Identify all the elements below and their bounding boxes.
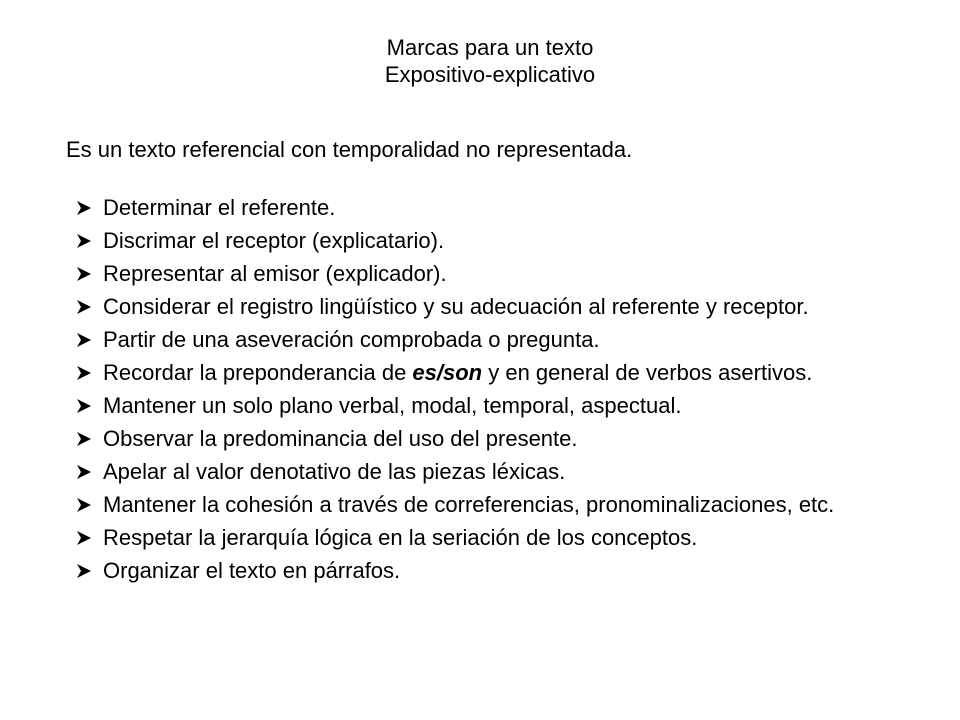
intro-text: Es un texto referencial con temporalidad no representada. [66,137,633,162]
arrowhead-bullet-icon [76,233,92,249]
emphasis-es-son: es/son [412,360,483,385]
bullet-text: Discrimar el receptor (explicatario). [103,228,445,253]
list-item-observar [66,426,866,451]
list-item-discrimar [66,228,866,253]
list-item-apelar [66,459,866,484]
arrowhead-bullet-icon [76,431,92,447]
title-line-1: Marcas para un texto [386,35,594,60]
bullet-text: Apelar al valor denotativo de las piezas léxicas. [103,459,566,484]
list-item-representar [66,261,866,286]
arrowhead-bullet-icon [76,497,92,513]
bullet-text: Organizar el texto en párrafos. [103,558,401,583]
arrowhead-bullet-icon [76,299,92,315]
bullet-text: Mantener la cohesión a través de correferencias, pronominalizaciones, etc. [103,492,835,517]
bullet-text: Mantener un solo plano verbal, modal, temporal, aspectual. [103,393,682,418]
list-item-considerar [66,294,866,319]
title-line-2: Expositivo-explicativo [384,62,596,87]
bullet-list [66,195,866,594]
bullet-text: Respetar la jerarquía lógica en la seriación de los conceptos. [103,525,698,550]
list-item-mantener-cohesion [66,492,866,517]
list-item-organizar [66,558,866,583]
bullet-text: Partir de una aseveración comprobada o pregunta. [103,327,600,352]
bullet-text [103,360,812,385]
arrowhead-bullet-icon [76,200,92,216]
list-item-recordar [66,360,866,385]
bullet-text: Observar la predominancia del uso del presente. [103,426,578,451]
arrowhead-bullet-icon [76,365,92,381]
bullet-text: Considerar el registro lingüístico y su adecuación al referente y receptor. [103,294,809,319]
arrowhead-bullet-icon [76,464,92,480]
bullet-text: Representar al emisor (explicador). [103,261,447,286]
arrowhead-bullet-icon [76,563,92,579]
arrowhead-bullet-icon [76,530,92,546]
arrowhead-bullet-icon [76,332,92,348]
arrowhead-bullet-icon [76,266,92,282]
bullet-text-before: Recordar la preponderancia de [103,360,413,385]
list-item-determinar [66,195,866,220]
bullet-text: Determinar el referente. [103,195,336,220]
list-item-mantener-plano [66,393,866,418]
page-title [0,34,960,88]
list-item-respetar [66,525,866,550]
arrowhead-bullet-icon [76,398,92,414]
bullet-text-after: y en general de verbos asertivos. [482,360,813,385]
list-item-partir [66,327,866,352]
